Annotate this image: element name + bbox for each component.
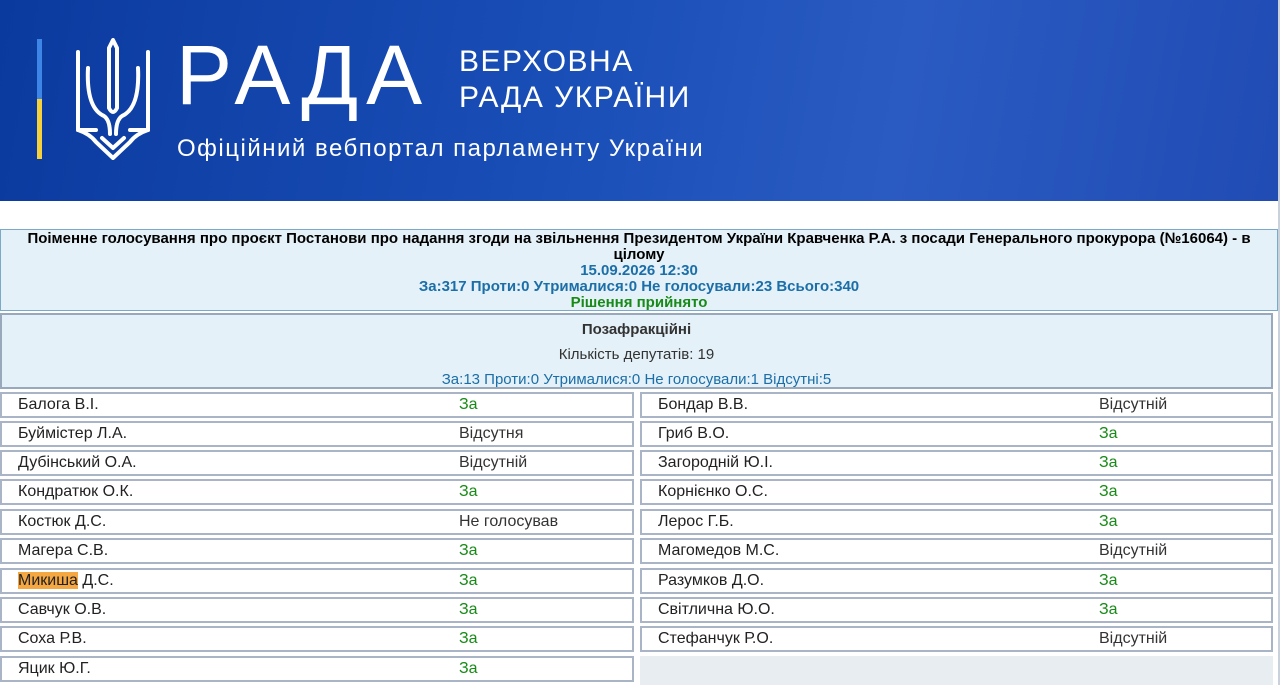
deputy-row <box>640 392 1273 418</box>
deputy-name[interactable]: Буймістер Л.А. <box>18 425 128 442</box>
deputy-name[interactable]: Разумков Д.О. <box>658 572 765 589</box>
deputy-vote: Не голосував <box>459 513 559 530</box>
deputy-row <box>0 479 634 505</box>
vote-datetime: 15.09.2026 12:30 <box>580 262 698 279</box>
deputy-name[interactable]: Магомедов М.С. <box>658 542 780 559</box>
deputy-vote: За <box>459 630 478 647</box>
deputy-row <box>0 450 634 476</box>
deputy-vote: Відсутній <box>1099 396 1168 413</box>
deputy-row <box>0 597 634 623</box>
deputy-name[interactable]: Магера С.В. <box>18 542 109 559</box>
deputy-row <box>640 450 1273 476</box>
brand-subtitle-line2: РАДА УКРАЇНИ <box>459 81 691 114</box>
site-header <box>0 0 1278 201</box>
deputy-row <box>0 538 634 564</box>
deputy-name[interactable]: Лерос Г.Б. <box>658 513 734 530</box>
deputy-row <box>0 626 634 652</box>
deputy-row <box>640 421 1273 447</box>
deputy-name[interactable]: Балога В.І. <box>18 396 99 413</box>
vote-decision: Рішення прийнято <box>570 294 708 311</box>
deputy-name[interactable]: Загородній Ю.І. <box>658 454 773 471</box>
faction-breakdown: За:13 Проти:0 Утрималися:0 Не голосували:1 Відсутні:5 <box>441 371 832 388</box>
deputy-row <box>0 392 634 418</box>
deputy-vote: Відсутній <box>1099 630 1168 647</box>
flag-stripe-yellow <box>37 99 42 159</box>
deputy-row <box>0 656 634 682</box>
deputy-name[interactable]: Савчук О.В. <box>18 601 107 618</box>
deputy-row <box>640 597 1273 623</box>
deputy-row <box>640 626 1273 652</box>
faction-summary <box>0 313 1273 389</box>
deputy-name[interactable]: Яцик Ю.Г. <box>18 660 91 677</box>
deputy-vote: Відсутній <box>459 454 528 471</box>
deputy-vote: За <box>1099 513 1118 530</box>
deputy-row <box>640 538 1273 564</box>
deputy-name[interactable]: Дубінський О.А. <box>18 454 137 471</box>
deputy-vote: За <box>459 572 478 589</box>
brand-title[interactable]: РАДА <box>176 28 431 122</box>
deputy-row <box>640 568 1273 594</box>
deputy-vote: За <box>459 542 478 559</box>
site-tagline: Офіційний вебпортал парламенту України <box>177 135 705 162</box>
deputy-name[interactable]: Соха Р.В. <box>18 630 87 647</box>
vote-title: Поіменне голосування про проєкт Постанови про надання згоди на звільнення Президентом України Кравченка Р.А. з посади Генерального прокурора (№16064) - в цілому <box>27 230 1251 263</box>
deputy-vote: За <box>1099 572 1118 589</box>
search-highlight: Микиша <box>18 572 78 589</box>
deputy-row <box>640 509 1273 535</box>
deputy-name[interactable]: Костюк Д.С. <box>18 513 107 530</box>
deputy-vote: За <box>459 483 478 500</box>
flag-stripe-blue <box>37 39 42 99</box>
deputy-name[interactable]: Корнієнко О.С. <box>658 483 768 500</box>
deputy-row <box>640 479 1273 505</box>
deputy-name[interactable]: Гриб В.О. <box>658 425 730 442</box>
deputy-name[interactable]: Стефанчук Р.О. <box>658 630 774 647</box>
vote-totals: За:317 Проти:0 Утрималися:0 Не голосували:23 Всього:340 <box>418 278 860 295</box>
faction-name: Позафракційні <box>581 321 692 338</box>
vote-summary <box>0 229 1278 311</box>
deputy-row <box>0 568 634 594</box>
deputy-vote: За <box>459 660 478 677</box>
deputy-name[interactable]: Світлична Ю.О. <box>658 601 775 618</box>
empty-cell <box>640 656 1273 685</box>
deputy-vote: За <box>459 396 478 413</box>
brand-subtitle <box>459 44 691 116</box>
deputy-name[interactable] <box>18 570 114 592</box>
faction-count: Кількість депутатів: 19 <box>558 346 715 363</box>
deputy-vote: За <box>1099 483 1118 500</box>
deputy-vote: За <box>459 601 478 618</box>
deputy-vote: За <box>1099 601 1118 618</box>
trident-icon[interactable] <box>74 38 152 160</box>
deputy-vote: Відсутній <box>1099 542 1168 559</box>
deputy-name-rest: Д.С. <box>77 572 114 589</box>
deputy-vote: За <box>1099 425 1118 442</box>
deputy-row <box>0 421 634 447</box>
deputy-name[interactable]: Бондар В.В. <box>658 396 749 413</box>
deputy-vote: За <box>1099 454 1118 471</box>
deputy-list <box>0 389 1278 685</box>
deputy-vote: Відсутня <box>459 425 524 442</box>
deputy-row <box>0 509 634 535</box>
brand-subtitle-line1: ВЕРХОВНА <box>459 45 634 78</box>
deputy-name[interactable]: Кондратюк О.К. <box>18 483 134 500</box>
